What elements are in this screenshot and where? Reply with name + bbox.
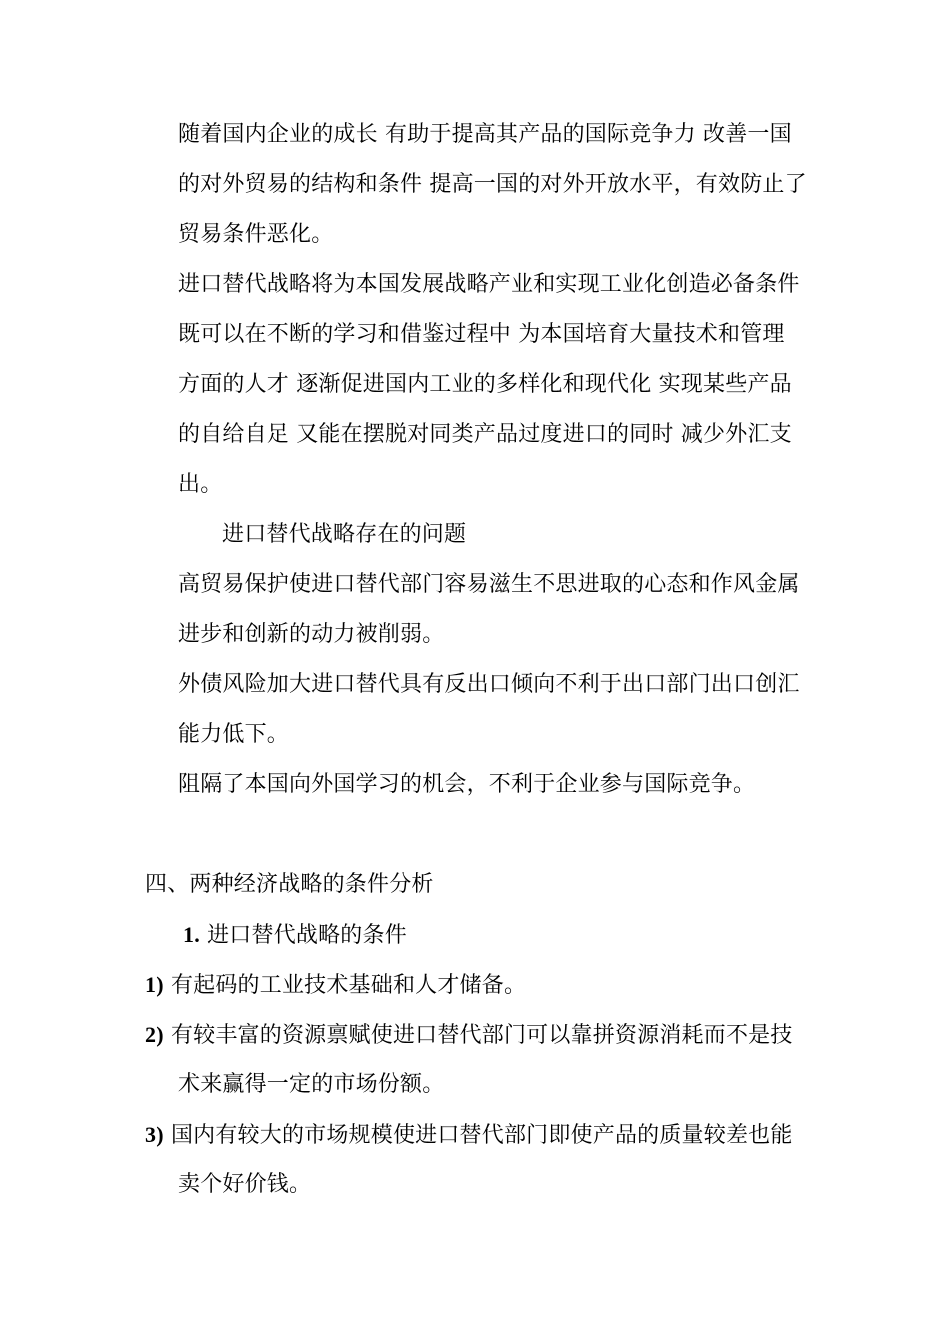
list-item-text: 有起码的工业技术基础和人才储备。 [170,973,527,998]
paragraph-5: 阻隔了本国向外国学习的机会，不利于企业参与国际竞争。 [178,772,756,797]
section-4-title: 四、两种经济战略的条件分析 [145,872,434,897]
paragraph-4-line-1: 外债风险加大进口替代具有反出口倾向不利于出口部门出口创汇 [178,672,800,697]
subsection-1-title: 进口替代战略的条件 [207,923,407,948]
problems-heading: 进口替代战略存在的问题 [222,522,467,547]
paragraph-3-line-2: 进步和创新的动力被削弱。 [178,622,445,647]
paragraph-4-line-2: 能力低下。 [178,722,290,747]
list-item-number: 2) [145,1022,164,1047]
list-item-number: 3) [145,1122,164,1147]
paragraph-2-line-3: 方面的人才 逐渐促进国内工业的多样化和现代化 实现某些产品 [178,372,792,397]
paragraph-2-line-4: 的自给自足 又能在摆脱对同类产品过度进口的同时 减少外汇支 [178,422,792,447]
list-item [145,1120,793,1151]
paragraph-1-line-2: 的对外贸易的结构和条件 提高一国的对外开放水平，有效防止了 [178,172,807,197]
list-item-number: 1) [145,972,164,997]
paragraph-3-line-1: 高贸易保护使进口替代部门容易滋生不思进取的心态和作风金属 [178,572,800,597]
paragraph-2-line-2: 既可以在不断的学习和借鉴过程中 为本国培育大量技术和管理 [178,322,785,347]
paragraph-1-line-3: 贸易条件恶化。 [178,222,334,247]
subsection-1-number: 1. [183,922,200,947]
paragraph-2-line-5: 出。 [178,472,223,497]
list-item-continuation: 卖个好价钱。 [178,1172,312,1197]
list-item [145,1020,793,1051]
list-item-text: 国内有较大的市场规模使进口替代部门即使产品的质量较差也能 [170,1123,793,1148]
list-item [145,970,526,1001]
subsection-1-heading [183,920,407,951]
paragraph-1-line-1: 随着国内企业的成长 有助于提高其产品的国际竞争力 改善一国 [178,122,792,147]
paragraph-2-line-1: 进口替代战略将为本国发展战略产业和实现工业化创造必备条件 [178,272,800,297]
list-item-text: 有较丰富的资源禀赋使进口替代部门可以靠拼资源消耗而不是技 [170,1023,793,1048]
list-item-continuation: 术来赢得一定的市场份额。 [178,1072,445,1097]
